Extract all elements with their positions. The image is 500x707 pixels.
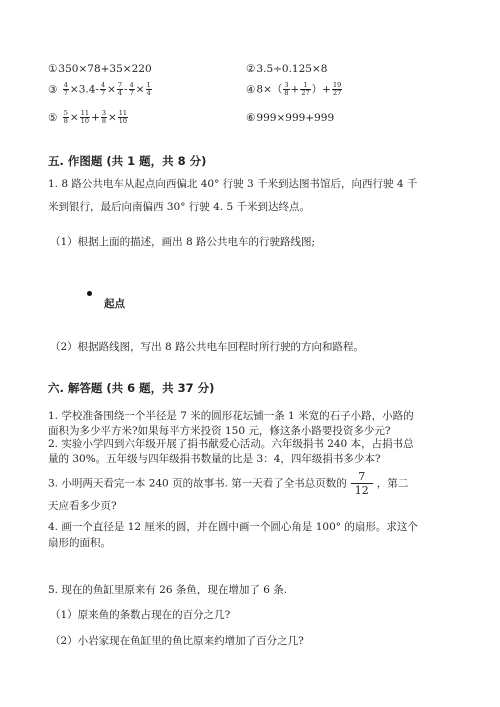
item-label: ⑥ (246, 112, 256, 124)
question-text: 量的 30%。五年级与四年级捐书数量的比是 3：4，四年级捐书多少本? (48, 453, 381, 465)
calc-item-4: ④8×（ $\frac{3}{8}$ + $\frac{1}{27}$ ）+ $\frac{19}{27}$ (246, 81, 342, 97)
calc-item-5: ⑤ $\frac{5}{8}$ × $\frac{11}{10}$ + $\frac{3}{8}$ × $\frac{11}{10}$ (48, 109, 128, 125)
expression: 999×999+999 (256, 112, 335, 124)
fraction: $\frac{4}{7}$ (100, 81, 106, 97)
expression: 3.5÷0.125×8 (256, 63, 328, 75)
fraction: $\frac{7}{4}$ (117, 81, 123, 97)
sub-question: （2）根据路线图，写出 8 路公共电车回程时所行驶的方向和路程。 (50, 341, 365, 353)
item-label: ④ (246, 83, 256, 96)
fraction: $\frac{19}{27}$ (332, 81, 342, 97)
question-text: 天应看多少页? (48, 500, 117, 512)
section-title-5: 五. 作图题 (共 1 题，共 8 分) (48, 154, 207, 168)
question-text: 5. 现在的鱼缸里原来有 26 条鱼，现在增加了 6 条. (48, 584, 288, 596)
calc-item-6 (246, 111, 334, 125)
sub-question: （2）小岩家现在鱼缸里的鱼比原来约增加了百分之几? (50, 635, 304, 647)
fraction: $\frac{1}{27}$ (301, 81, 310, 97)
fraction: $\frac{3}{8}$ (101, 109, 106, 125)
fraction: $\frac{5}{8}$ (63, 109, 68, 125)
item-label: ① (48, 63, 58, 75)
fraction: $\frac{1}{4}$ (146, 81, 151, 97)
item-label: ③ (48, 83, 58, 96)
question-text: 4. 画一个直径是 12 厘米的圆，并在圆中画一个圆心角是 100° 的扇形。求这个 (48, 521, 418, 533)
question-text: 1. 学校准备围绕一个半径是 7 米的圆形花坛铺一条 1 米宽的石子小路，小路的 (48, 410, 414, 422)
fraction: $\frac{7}{12}$ (351, 470, 373, 497)
sub-question: （1）原来鱼的条数占现在的百分之几? (50, 609, 231, 621)
calc-item-1 (48, 62, 152, 76)
fraction: $\frac{11}{10}$ (118, 109, 128, 125)
calc-item-3: ③ $\frac{4}{7}$ ×3.4- $\frac{4}{7}$ × $\frac{7}{4}$ - $\frac{4}{7}$ × $\frac{1}{4}$ (48, 81, 151, 97)
start-label: 起点 (104, 298, 125, 310)
fraction: $\frac{3}{8}$ (284, 81, 289, 97)
fraction: $\frac{4}{7}$ (63, 81, 68, 97)
item-label: ⑤ (48, 111, 58, 124)
question-text: 3. 小明两天看完一本 240 页的故事书. 第一天看了全书总页数的 $\frac{7}{12}$ ，第二 (48, 470, 409, 497)
calc-item-2 (246, 62, 327, 76)
section-title-6: 六. 解答题 (共 6 题，共 37 分) (48, 381, 215, 395)
fraction: $\frac{11}{10}$ (80, 109, 89, 125)
item-label: ② (246, 63, 256, 75)
question-text: 扇形的面积。 (48, 537, 111, 549)
question-text: 2. 实验小学四到六年级开展了捐书献爱心活动。六年级捐书 240 本，占捐书总 (48, 438, 414, 450)
expression: 350×78+35×220 (58, 63, 152, 75)
question-text: 面积为多少平方米?如果每平方米投资 150 元，修这条小路要投资多少元? (48, 425, 391, 437)
question-text: 1. 8 路公共电车从起点向西偏北 40° 行驶 3 千米到达图书馆后，向西行驶 4 千 (48, 178, 418, 190)
question-text: 米到银行，最后向南偏西 30° 行驶 4. 5 千米到达终点。 (48, 201, 310, 213)
start-point-dot (87, 291, 92, 296)
sub-question: （1）根据上面的描述，画出 8 路公共电车的行驶路线图; (50, 236, 316, 248)
fraction: $\frac{4}{7}$ (129, 81, 134, 97)
